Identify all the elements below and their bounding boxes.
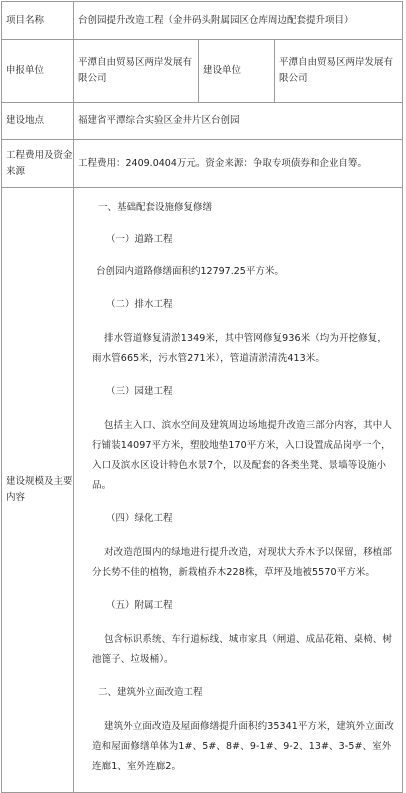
applicant-row bbox=[2, 40, 403, 103]
scope-label: 建设规模及主要内容 bbox=[2, 188, 74, 793]
location-label: 建设地点 bbox=[2, 103, 74, 140]
scope-heading: （一）道路工程 bbox=[106, 234, 173, 245]
applicant-label: 申报单位 bbox=[2, 40, 74, 103]
scope-heading: （二）排水工程 bbox=[106, 299, 173, 310]
applicant-value: 平潭自由贸易区两岸发展有限公司 bbox=[74, 40, 199, 103]
scope-heading: （四）绿化工程 bbox=[106, 513, 173, 524]
cost-value: 工程费用：2409.0404万元。资金来源：争取专项债券和企业自筹。 bbox=[74, 140, 403, 188]
construction-unit-label: 建设单位 bbox=[199, 40, 275, 103]
scope-content bbox=[74, 188, 403, 793]
project-name-value: 台创园提升改造工程（金井码头附属园区仓库周边配套提升项目） bbox=[74, 2, 403, 40]
location-row bbox=[2, 103, 403, 140]
cost-label: 工程费用及资金来源 bbox=[2, 140, 74, 188]
scope-paragraph: 包括主入口、滨水空间及建筑周边场地提升改造三部分内容，其中人行铺装14097平方米，塑胶地垫170平方米，入口设置成品岗亭一个，入口及滨水区设计特色水景7个，以及配套的各类坐凳、景墙等设施小品。 bbox=[92, 420, 393, 491]
project-name-label: 项目名称 bbox=[2, 2, 74, 40]
scope-heading: 一、基础配套设施修复修缮 bbox=[98, 202, 213, 213]
project-name-row bbox=[2, 2, 403, 40]
scope-heading: （三）园建工程 bbox=[106, 386, 173, 397]
location-value: 福建省平潭综合实验区金井片区台创园 bbox=[74, 103, 403, 140]
project-info-table bbox=[1, 1, 403, 793]
scope-list bbox=[92, 200, 396, 777]
scope-paragraph: 包含标识系统、车行道标线、城市家具（闸道、成品花箱、桌椅、树池篦子、垃圾桶）。 bbox=[92, 634, 393, 665]
scope-row bbox=[2, 188, 403, 793]
scope-heading: 二、建筑外立面改造工程 bbox=[98, 687, 203, 698]
scope-paragraph: 建筑外立面改造及屋面修缮提升面积约35341平方米，建筑外立面改造和屋面修缮单体为1#、5#、8#、9-1#、9-2、13#、3-5#、室外连廊1、室外连廊2。 bbox=[92, 721, 394, 772]
scope-paragraph: 排水管道修复清淤1349米，其中管网修复936米（均为开挖修复，雨水管665米，污水管271米），管道清淤清洗413米。 bbox=[92, 333, 388, 364]
construction-unit-value: 平潭自由贸易区两岸发展有限公司 bbox=[275, 40, 403, 103]
cost-row bbox=[2, 140, 403, 188]
scope-heading: （五）附属工程 bbox=[106, 600, 173, 611]
scope-paragraph: 对改造范围内的绿地进行提升改造，对现状大乔木予以保留，移植部分长势不佳的植物，新栽植乔木228株，草坪及地被5570平方米。 bbox=[92, 547, 393, 578]
scope-paragraph: 台创园内道路修缮面积约12797.25平方米。 bbox=[96, 266, 284, 277]
